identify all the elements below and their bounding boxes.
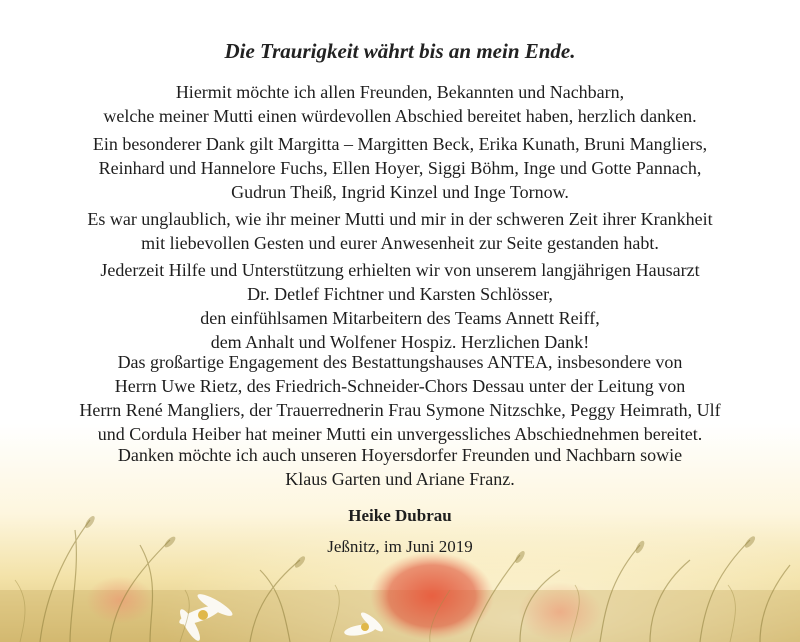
text-line: mit liebevollen Gesten und eurer Anwesenheit zur Seite gestanden habt. <box>141 233 659 253</box>
text-line: Es war unglaublich, wie ihr meiner Mutti und mir in der schweren Zeit ihrer Krankheit <box>87 209 713 229</box>
paragraph-neighbors <box>0 443 800 491</box>
place-and-date: Jeßnitz, im Juni 2019 <box>327 537 473 556</box>
paragraph-funeral-thanks <box>0 350 800 446</box>
text-line: Danken möchte ich auch unseren Hoyersdorfer Freunden und Nachbarn sowie <box>117 445 683 465</box>
paragraph-support <box>0 207 800 255</box>
text-line: den einfühlsamen Mitarbeitern des Teams Annett Reiff, <box>200 308 600 328</box>
text-line: Herrn Uwe Rietz, des Friedrich-Schneider-Chors Dessau unter der Leitung von <box>114 376 686 396</box>
text-line: welche meiner Mutti einen würdevollen Abschied bereitet haben, herzlich danken. <box>103 106 697 126</box>
text-line: Gudrun Theiß, Ingrid Kinzel und Inge Tornow. <box>231 182 569 202</box>
text-line: Jederzeit Hilfe und Unterstützung erhielten wir von unserem langjährigen Hausarzt <box>100 260 700 280</box>
text-line: Hiermit möchte ich allen Freunden, Bekannten und Nachbarn, <box>175 82 625 102</box>
text-line: und Cordula Heiber hat meiner Mutti ein unvergessliches Abschiednehmen bereitet. <box>97 424 703 444</box>
paragraph-special-thanks <box>0 132 800 204</box>
notice-title: Die Traurigkeit währt bis an mein Ende. <box>224 39 576 63</box>
text-line: Dr. Detlef Fichtner und Karsten Schlösser, <box>247 284 553 304</box>
text-line: Ein besonderer Dank gilt Margitta – Margitten Beck, Erika Kunath, Bruni Mangliers, <box>92 134 708 154</box>
text-line: Klaus Garten und Ariane Franz. <box>285 469 515 489</box>
paragraph-thanks-intro <box>0 80 800 128</box>
text-line: Das großartige Engagement des Bestattungshauses ANTEA, insbesondere von <box>117 352 683 372</box>
text-line: Reinhard und Hannelore Fuchs, Ellen Hoyer, Siggi Böhm, Inge und Gotte Pannach, <box>98 158 702 178</box>
signature-name: Heike Dubrau <box>348 506 452 525</box>
text-line: Herrn René Mangliers, der Trauerrednerin Frau Symone Nitzschke, Peggy Heimrath, Ulf <box>79 400 721 420</box>
paragraph-medical-help <box>0 258 800 354</box>
text-line: dem Anhalt und Wolfener Hospiz. Herzlichen Dank! <box>210 332 590 352</box>
